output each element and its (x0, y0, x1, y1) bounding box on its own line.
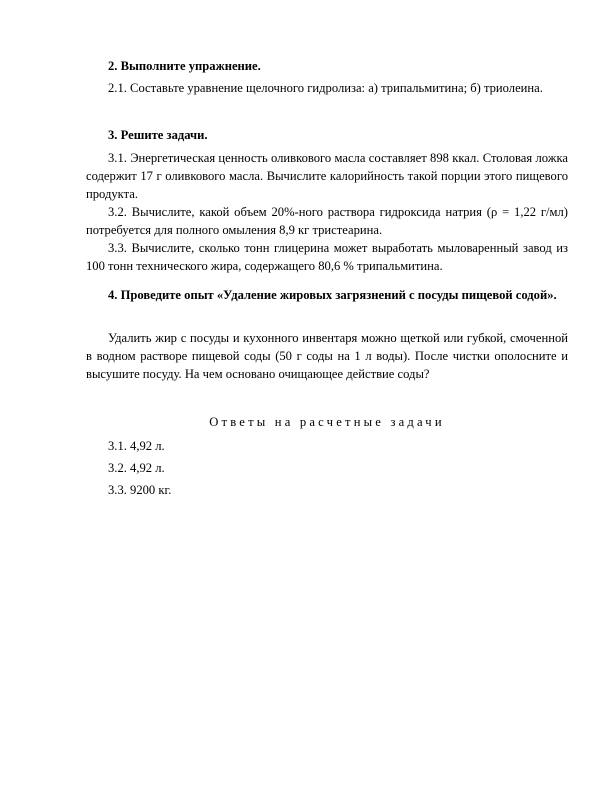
problem-3-2: 3.2. Вычислите, какой объем 20%-ного раствора гидроксида натрия (ρ = 1,22 г/мл) потребуется для полного омыления 8,9 кг тристеарина. (86, 205, 568, 237)
answer-3-1: 3.1. 4,92 л. (108, 439, 165, 453)
answer-3-3: 3.3. 9200 кг. (108, 483, 172, 497)
section-3-heading: 3. Решите задачи. (108, 128, 208, 142)
exercise-2-1: 2.1. Составьте уравнение щелочного гидролиза: а) трипальмитина; б) триолеина. (108, 81, 543, 95)
experiment-text: Удалить жир с посуды и кухонного инвентаря можно щеткой или губкой, смоченной в водном растворе пищевой соды (50 г соды на 1 л воды). После чистки ополосните и высушите посуду. На чем основано очищающее действие соды? (86, 331, 568, 381)
section-2-heading: 2. Выполните упражнение. (108, 59, 261, 73)
problem-3-1: 3.1. Энергетическая ценность оливкового масла составляет 898 ккал. Столовая ложка содержит 17 г оливкового масла. Вычислите калорийность такой порции этого пищевого продукта. (86, 151, 568, 201)
section-4-heading: 4. Проведите опыт «Удаление жировых загрязнений с посуды пищевой содой». (108, 288, 557, 302)
answers-title: Ответы на расчетные задачи (209, 415, 445, 429)
answer-3-2: 3.2. 4,92 л. (108, 461, 165, 475)
problem-3-3: 3.3. Вычислите, сколько тонн глицерина может выработать мыловаренный завод из 100 тонн технического жира, содержащего 80,6 % трипальмитина. (86, 241, 568, 273)
